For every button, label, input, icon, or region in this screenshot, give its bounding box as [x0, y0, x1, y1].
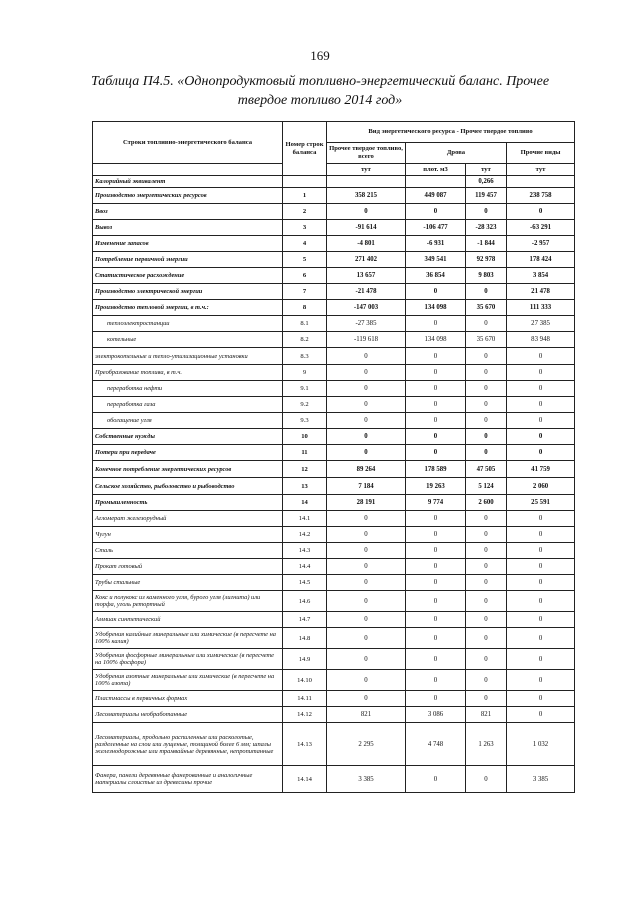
- cell-firewood-m3: 0: [406, 527, 466, 543]
- cell-other: 41 759: [507, 461, 575, 478]
- table-row: [93, 397, 575, 413]
- row-number: 14: [283, 495, 327, 511]
- cell-other: 0: [507, 649, 575, 670]
- cell-other: 178 424: [507, 252, 575, 268]
- cell-firewood-m3: 0: [406, 316, 466, 332]
- cell-firewood-m3: 0: [406, 381, 466, 397]
- cell-other: 0: [507, 348, 575, 365]
- cell-firewood-m3: 0: [406, 397, 466, 413]
- row-label: Конечное потребление энергетических ресурсов: [93, 461, 283, 478]
- cell-total: 0: [327, 365, 406, 381]
- cell-other: 0: [507, 365, 575, 381]
- cell-other: 111 333: [507, 300, 575, 316]
- cell-firewood-m3: 0: [406, 365, 466, 381]
- cell-total: 0: [327, 575, 406, 591]
- cell-total: 0: [327, 559, 406, 575]
- cell-total: 0: [327, 612, 406, 628]
- row-label: Потери при передаче: [93, 445, 283, 461]
- cell-total: 0: [327, 649, 406, 670]
- row-number: 5: [283, 252, 327, 268]
- row-label: Фанера, панели деревянные фанерованные и аналогичные материалы слоистые из древесины прочие: [93, 766, 283, 793]
- cell-firewood-m3: 0: [406, 284, 466, 300]
- energy-balance-table: [92, 121, 575, 793]
- row-number: 9.3: [283, 413, 327, 429]
- cell-total: 0: [327, 527, 406, 543]
- cell-firewood-tut: 0: [466, 284, 507, 300]
- cell-firewood-m3: 134 098: [406, 300, 466, 316]
- cell-firewood-m3: 3 086: [406, 707, 466, 723]
- table-row: [93, 612, 575, 628]
- cell-other: 0: [507, 527, 575, 543]
- cell-total: -21 478: [327, 284, 406, 300]
- cell-firewood-tut: 0: [466, 649, 507, 670]
- row-label: Сельское хозяйство, рыболовство и рыбоводство: [93, 478, 283, 495]
- cell-total: -119 618: [327, 332, 406, 348]
- row-label: Удобрения калийные минеральные или химические (в пересчете на 100% калия): [93, 628, 283, 649]
- total-header: Прочее твердое топливо, всего: [327, 143, 406, 164]
- cell-total: 89 264: [327, 461, 406, 478]
- row-number: 13: [283, 478, 327, 495]
- table-row: [93, 527, 575, 543]
- cell-other: 0: [507, 691, 575, 707]
- row-number: 8.3: [283, 348, 327, 365]
- row-number: 14.5: [283, 575, 327, 591]
- cell-firewood-m3: 0: [406, 445, 466, 461]
- firewood-header: Дрова: [406, 143, 507, 164]
- other-header: Прочие виды: [507, 143, 575, 164]
- cell-firewood-tut: 0: [466, 670, 507, 691]
- row-label: Производство электрической энергии: [93, 284, 283, 300]
- table-row: [93, 691, 575, 707]
- row-label: Лесоматериалы, продольно распиленные или расколотые, разделенные на слои или лущеные, толщиной более 6 мм; шпалы железнодорожные или трамвайные деревянные, непропитанные: [93, 723, 283, 766]
- row-label: Агломерат железорудный: [93, 511, 283, 527]
- cell-firewood-m3: 19 263: [406, 478, 466, 495]
- row-number: 2: [283, 204, 327, 220]
- table-row: [93, 511, 575, 527]
- table-row: [93, 478, 575, 495]
- cell-total: -147 003: [327, 300, 406, 316]
- cell-other: 0: [507, 628, 575, 649]
- unit-other: тут: [507, 164, 575, 176]
- cell-other: 27 385: [507, 316, 575, 332]
- cell-other: 83 948: [507, 332, 575, 348]
- row-number: 14.4: [283, 559, 327, 575]
- row-number: 12: [283, 461, 327, 478]
- row-label: Преобразование топлива, в т.ч.: [93, 365, 283, 381]
- cell-other: 0: [507, 445, 575, 461]
- cell-other: 0: [507, 429, 575, 445]
- table-row: [93, 252, 575, 268]
- table-row: [93, 220, 575, 236]
- cell-firewood-tut: 119 457: [466, 188, 507, 204]
- row-label: Кокс и полукокс из каменного угля, бурого угля (лигнита) или торфа, уголь ретортный: [93, 591, 283, 612]
- cell-total: 13 657: [327, 268, 406, 284]
- rows-label-header: Строки топливно-энергетического баланса: [93, 122, 283, 164]
- cell-other: 0: [507, 397, 575, 413]
- row-label: Пластмассы в первичных формах: [93, 691, 283, 707]
- row-number: 14.13: [283, 723, 327, 766]
- cell-other: 0: [507, 670, 575, 691]
- table-row: [93, 365, 575, 381]
- cell-firewood-m3: 4 748: [406, 723, 466, 766]
- row-number: 14.8: [283, 628, 327, 649]
- row-label: Производство тепловой энергии, в т.ч.:: [93, 300, 283, 316]
- cell-total: 0: [327, 381, 406, 397]
- row-label: обогащение угля: [93, 413, 283, 429]
- table-row: [93, 236, 575, 252]
- cell-other: 238 758: [507, 188, 575, 204]
- cell-total: 0: [327, 591, 406, 612]
- table-row: [93, 268, 575, 284]
- row-label: Статистическое расхождение: [93, 268, 283, 284]
- cell-firewood-m3: 0: [406, 766, 466, 793]
- row-number: 14.12: [283, 707, 327, 723]
- cell-firewood-tut: 0: [466, 204, 507, 220]
- cell-firewood-tut: -1 844: [466, 236, 507, 252]
- calorific-row: [93, 176, 575, 188]
- resource-group-header: Вид энергетического ресурса - Прочее твердое топливо: [327, 122, 575, 143]
- cell-other: 0: [507, 575, 575, 591]
- cell-firewood-m3: 349 541: [406, 252, 466, 268]
- row-label: Собственные нужды: [93, 429, 283, 445]
- cell-firewood-tut: 0: [466, 365, 507, 381]
- row-number: 8.2: [283, 332, 327, 348]
- cell-firewood-m3: 0: [406, 348, 466, 365]
- cell-firewood-m3: 0: [406, 511, 466, 527]
- cell-other: 0: [507, 511, 575, 527]
- row-label: Производство энергетических ресурсов: [93, 188, 283, 204]
- row-number: 14.3: [283, 543, 327, 559]
- row-number: 14.7: [283, 612, 327, 628]
- row-number: 9: [283, 365, 327, 381]
- row-number: 14.9: [283, 649, 327, 670]
- calorific-label: Калорийный эквивалент: [93, 176, 283, 188]
- cell-other: 0: [507, 413, 575, 429]
- table-row: [93, 204, 575, 220]
- table-row: [93, 670, 575, 691]
- cell-other: 3 385: [507, 766, 575, 793]
- cell-firewood-m3: 0: [406, 429, 466, 445]
- cell-firewood-tut: -28 323: [466, 220, 507, 236]
- cell-firewood-m3: -106 477: [406, 220, 466, 236]
- page-number: 169: [310, 48, 330, 63]
- row-label: Ввоз: [93, 204, 283, 220]
- cell-firewood-tut: 35 670: [466, 332, 507, 348]
- cell-firewood-tut: 0: [466, 397, 507, 413]
- cell-total: -91 614: [327, 220, 406, 236]
- cell-other: 25 591: [507, 495, 575, 511]
- cell-firewood-m3: 0: [406, 575, 466, 591]
- cell-firewood-m3: 0: [406, 612, 466, 628]
- cell-total: 358 215: [327, 188, 406, 204]
- cell-total: 271 402: [327, 252, 406, 268]
- table-row: [93, 628, 575, 649]
- cell-total: 2 295: [327, 723, 406, 766]
- cell-other: 21 478: [507, 284, 575, 300]
- table-row: [93, 591, 575, 612]
- table-row: [93, 381, 575, 397]
- table-row: [93, 707, 575, 723]
- cell-other: -2 957: [507, 236, 575, 252]
- row-number: 10: [283, 429, 327, 445]
- row-number: 14.11: [283, 691, 327, 707]
- row-label: Сталь: [93, 543, 283, 559]
- cell-firewood-tut: 0: [466, 381, 507, 397]
- cell-firewood-tut: 0: [466, 445, 507, 461]
- cell-firewood-tut: 821: [466, 707, 507, 723]
- table-row: [93, 723, 575, 766]
- row-label: Удобрения фосфорные минеральные или химические (в пересчете на 100% фосфора): [93, 649, 283, 670]
- row-label: котельные: [93, 332, 283, 348]
- row-label: Промышленность: [93, 495, 283, 511]
- unit-firewood-tut: тут: [466, 164, 507, 176]
- table-row: [93, 300, 575, 316]
- table-row: [93, 461, 575, 478]
- row-label: Чугун: [93, 527, 283, 543]
- table-row: [93, 575, 575, 591]
- cell-firewood-tut: 0: [466, 348, 507, 365]
- cell-total: -27 385: [327, 316, 406, 332]
- row-number: 8: [283, 300, 327, 316]
- cell-total: 0: [327, 429, 406, 445]
- table-row: [93, 348, 575, 365]
- cell-firewood-tut: 0: [466, 543, 507, 559]
- row-number: 9.2: [283, 397, 327, 413]
- table-row: [93, 559, 575, 575]
- cell-firewood-m3: 0: [406, 628, 466, 649]
- cell-firewood-tut: 0: [466, 628, 507, 649]
- table-row: [93, 284, 575, 300]
- cell-firewood-tut: 2 600: [466, 495, 507, 511]
- cell-firewood-tut: 0: [466, 413, 507, 429]
- cell-total: 7 184: [327, 478, 406, 495]
- units-blank-cell: [93, 164, 283, 176]
- cell-firewood-tut: 0: [466, 527, 507, 543]
- row-label: переработка нефти: [93, 381, 283, 397]
- cell-firewood-tut: 0: [466, 316, 507, 332]
- cell-total: -4 801: [327, 236, 406, 252]
- cell-firewood-tut: 92 978: [466, 252, 507, 268]
- cell-firewood-m3: 449 087: [406, 188, 466, 204]
- cell-firewood-tut: 0: [466, 511, 507, 527]
- table-row: [93, 188, 575, 204]
- cell-other: -63 291: [507, 220, 575, 236]
- cell-other: 0: [507, 204, 575, 220]
- table-row: [93, 766, 575, 793]
- cell-total: 0: [327, 348, 406, 365]
- cell-total: 0: [327, 511, 406, 527]
- row-number-header: Номер строк баланса: [283, 122, 327, 176]
- cell-firewood-m3: 0: [406, 543, 466, 559]
- cell-firewood-m3: 36 854: [406, 268, 466, 284]
- cell-firewood-tut: 47 505: [466, 461, 507, 478]
- row-number: 14.2: [283, 527, 327, 543]
- cell-total: 3 385: [327, 766, 406, 793]
- cell-total: 0: [327, 397, 406, 413]
- row-label: Прокат готовый: [93, 559, 283, 575]
- cell-firewood-m3: 178 589: [406, 461, 466, 478]
- row-number: 6: [283, 268, 327, 284]
- row-label: электрокотельные и тепло-утилизационные установки: [93, 348, 283, 365]
- row-label: переработка газа: [93, 397, 283, 413]
- cell-firewood-tut: 35 670: [466, 300, 507, 316]
- table-row: [93, 495, 575, 511]
- cell-total: 0: [327, 543, 406, 559]
- cell-firewood-tut: 0: [466, 612, 507, 628]
- cell-firewood-m3: 0: [406, 413, 466, 429]
- row-number: 4: [283, 236, 327, 252]
- cell-firewood-m3: 9 774: [406, 495, 466, 511]
- cell-firewood-tut: 0: [466, 559, 507, 575]
- cell-firewood-m3: 0: [406, 691, 466, 707]
- cell-firewood-m3: 0: [406, 559, 466, 575]
- row-number: 7: [283, 284, 327, 300]
- cell-firewood-m3: 134 098: [406, 332, 466, 348]
- cell-total: 0: [327, 413, 406, 429]
- table-row: [93, 429, 575, 445]
- cell-total: 821: [327, 707, 406, 723]
- cell-other: 0: [507, 707, 575, 723]
- table-row: [93, 445, 575, 461]
- row-label: Аммиак синтетический: [93, 612, 283, 628]
- cell-firewood-tut: 9 803: [466, 268, 507, 284]
- cell-firewood-m3: 0: [406, 204, 466, 220]
- cell-firewood-tut: 0: [466, 429, 507, 445]
- row-number: 3: [283, 220, 327, 236]
- cell-other: 1 032: [507, 723, 575, 766]
- row-number: 8.1: [283, 316, 327, 332]
- cell-other: 0: [507, 543, 575, 559]
- caption-line-1: Таблица П4.5. «Однопродуктовый топливно-энергетический баланс. Прочее: [90, 74, 550, 89]
- cell-firewood-m3: 0: [406, 670, 466, 691]
- caption-line-2: твердое топливо 2014 год»: [237, 93, 403, 108]
- cell-firewood-m3: 0: [406, 591, 466, 612]
- row-number: 9.1: [283, 381, 327, 397]
- cell-other: 0: [507, 591, 575, 612]
- unit-firewood-m3: плот. м3: [406, 164, 466, 176]
- cell-other: 0: [507, 559, 575, 575]
- table-row: [93, 316, 575, 332]
- cell-firewood-m3: -6 931: [406, 236, 466, 252]
- row-number: 14.1: [283, 511, 327, 527]
- cell-firewood-tut: 0: [466, 575, 507, 591]
- row-number: 14.6: [283, 591, 327, 612]
- cell-total: 28 191: [327, 495, 406, 511]
- table-row: [93, 332, 575, 348]
- row-label: Трубы стальные: [93, 575, 283, 591]
- table-row: [93, 649, 575, 670]
- row-label: Изменение запасов: [93, 236, 283, 252]
- cell-firewood-tut: 0: [466, 591, 507, 612]
- row-label: Потребление первичной энергии: [93, 252, 283, 268]
- cell-total: 0: [327, 445, 406, 461]
- cell-other: 0: [507, 612, 575, 628]
- table-row: [93, 413, 575, 429]
- cell-firewood-tut: 1 263: [466, 723, 507, 766]
- cell-other: 2 060: [507, 478, 575, 495]
- table-row: [93, 543, 575, 559]
- row-label: Удобрения азотные минеральные или химические (в пересчете на 100% азота): [93, 670, 283, 691]
- cell-firewood-tut: 0: [466, 691, 507, 707]
- cell-firewood-tut: 0: [466, 766, 507, 793]
- calorific-value: 0,266: [466, 176, 507, 188]
- cell-firewood-tut: 5 124: [466, 478, 507, 495]
- row-label: теплоэлектростанции: [93, 316, 283, 332]
- unit-total: тут: [327, 164, 406, 176]
- cell-total: 0: [327, 691, 406, 707]
- row-number: 11: [283, 445, 327, 461]
- cell-other: 3 854: [507, 268, 575, 284]
- row-number: 14.14: [283, 766, 327, 793]
- row-number: 1: [283, 188, 327, 204]
- cell-other: 0: [507, 381, 575, 397]
- cell-total: 0: [327, 204, 406, 220]
- row-number: 14.10: [283, 670, 327, 691]
- table-caption: [80, 72, 560, 110]
- cell-total: 0: [327, 628, 406, 649]
- row-label: Лесоматериалы необработанные: [93, 707, 283, 723]
- cell-firewood-m3: 0: [406, 649, 466, 670]
- cell-total: 0: [327, 670, 406, 691]
- row-label: Вывоз: [93, 220, 283, 236]
